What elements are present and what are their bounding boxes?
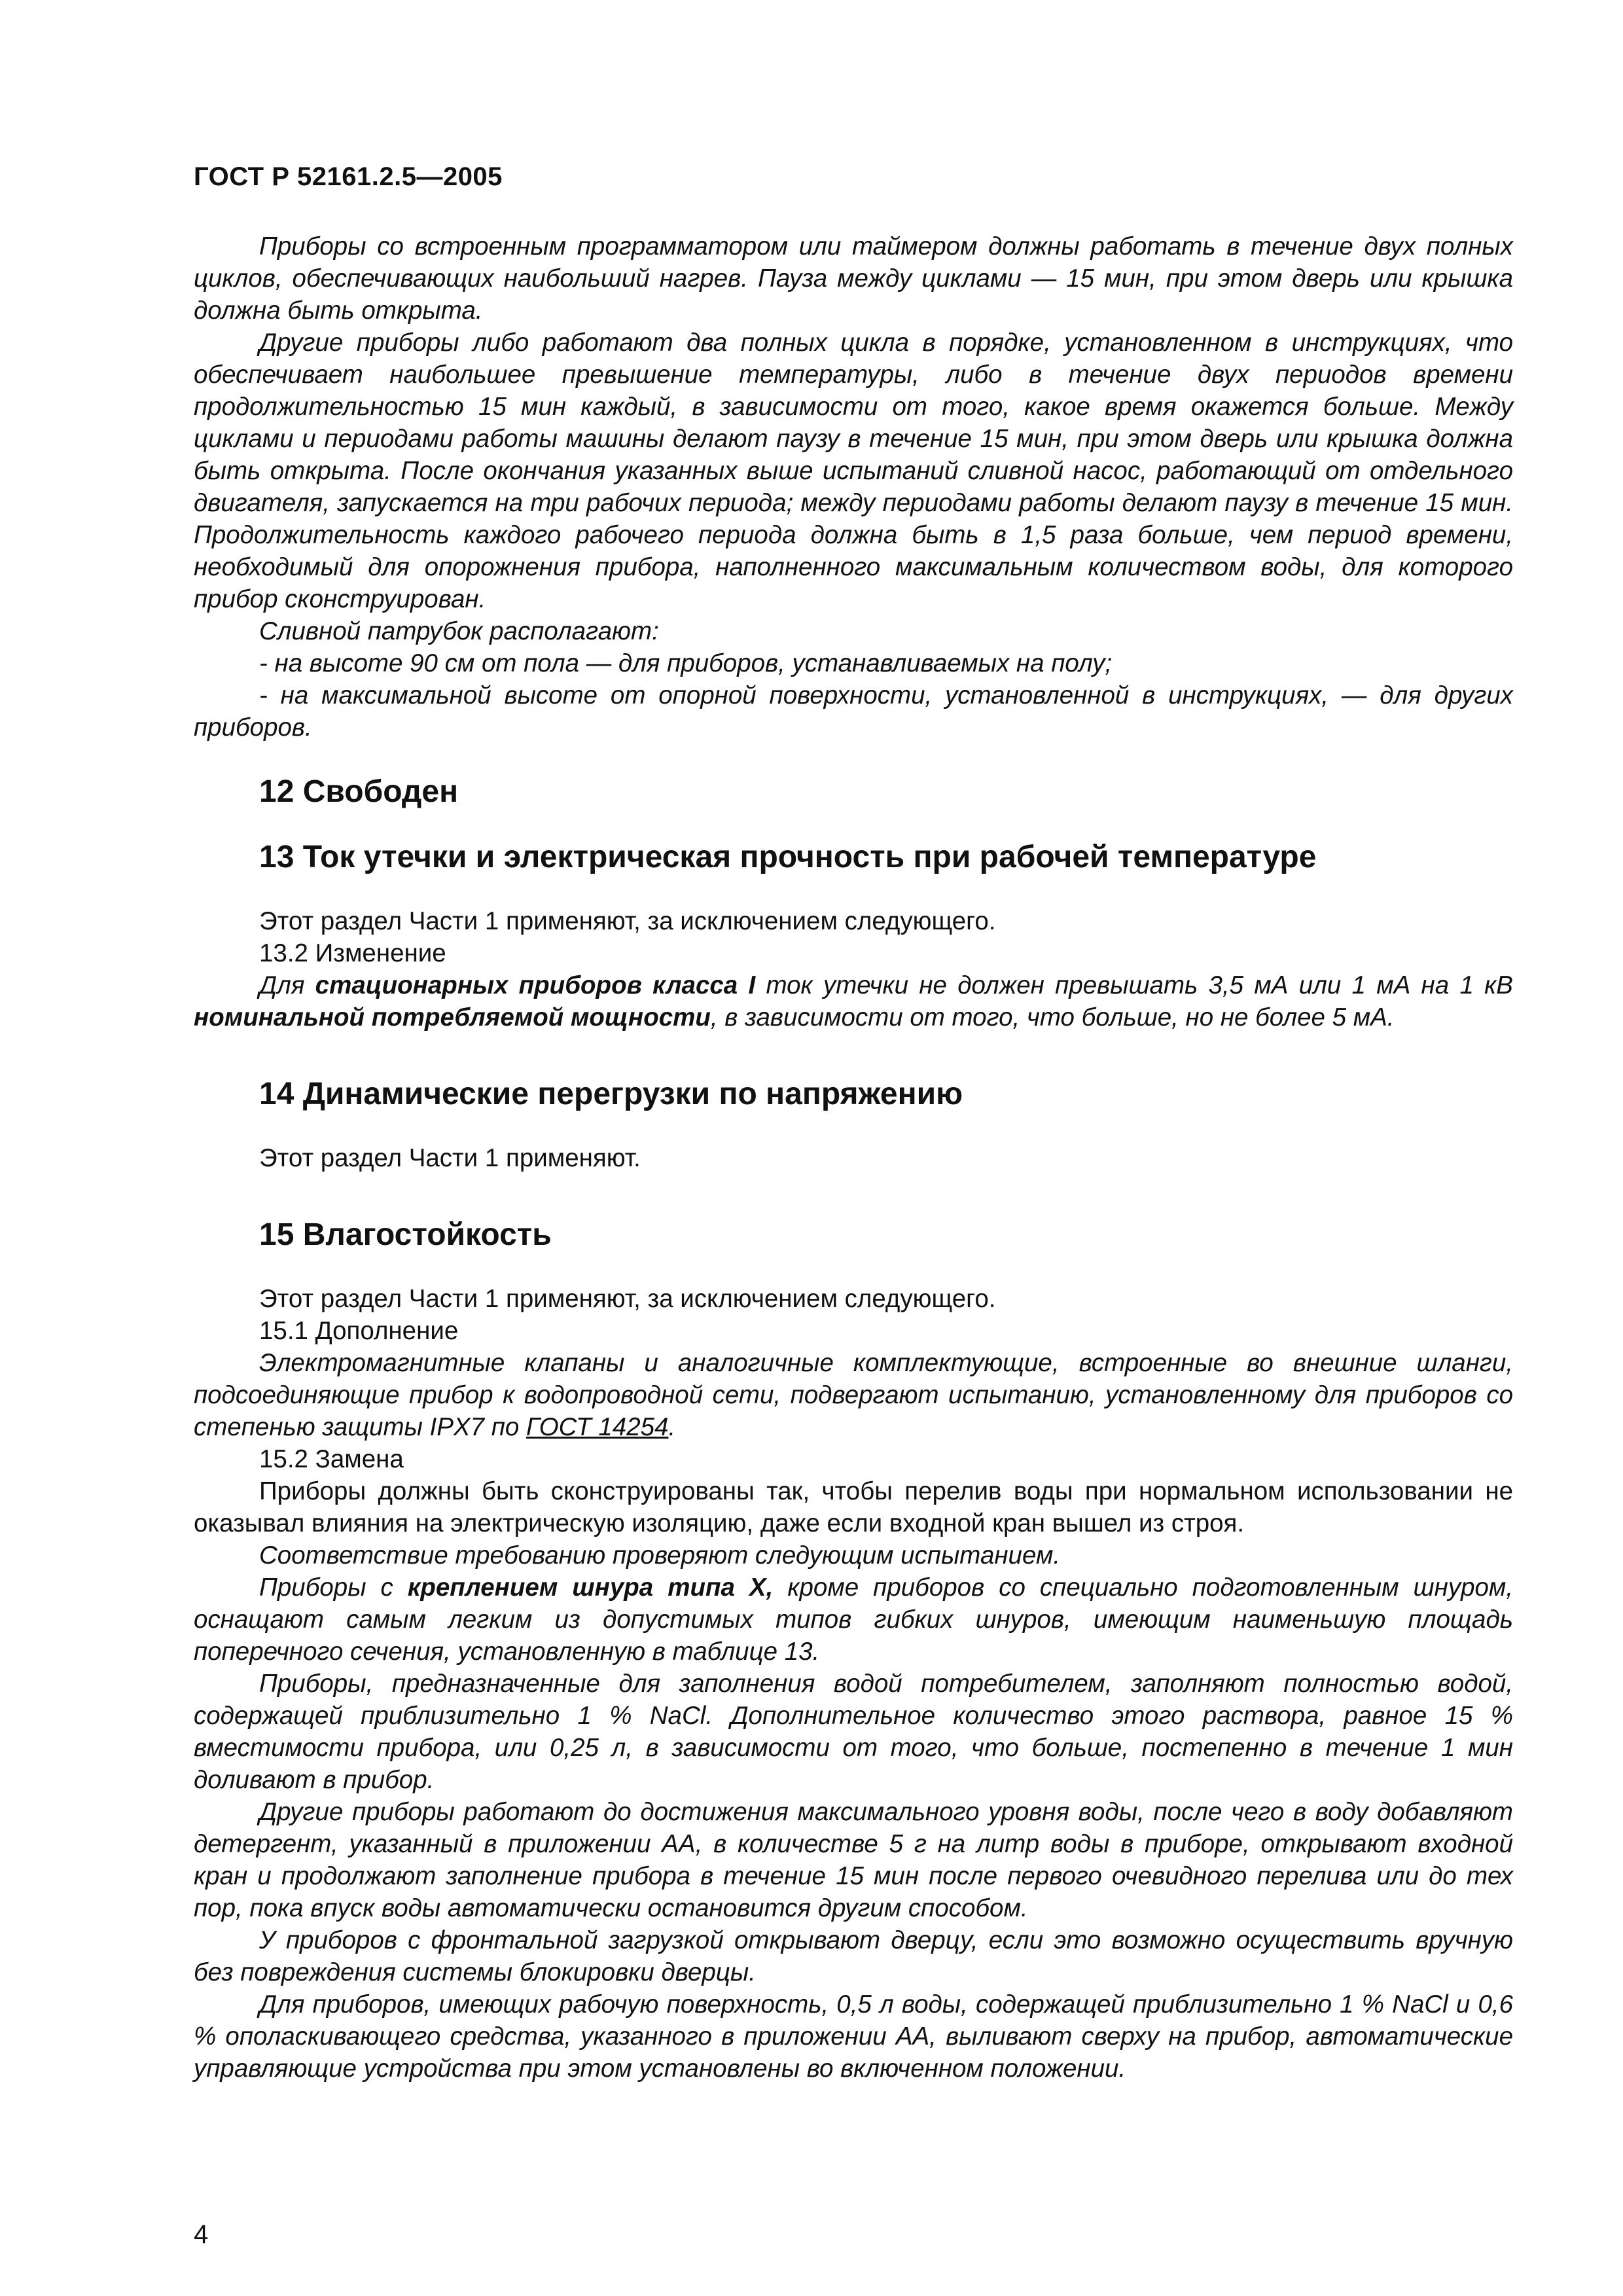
- text-run: Электромагнитные клапаны и аналогичные комплектующие, встроенные во внешние шланги, подсоединяющие прибор к водопроводной сети, подвергают испытанию, установленному для приборов со степенью защиты IPX7 по: [194, 1349, 1513, 1441]
- section-14-heading: 14 Динамические перегрузки по напряжению: [259, 1077, 963, 1111]
- section-14-intro: Этот раздел Части 1 применяют.: [259, 1144, 641, 1172]
- section-15-heading: 15 Влагостойкость: [259, 1217, 552, 1252]
- subsection-13-2: 13.2 Изменение: [259, 939, 446, 967]
- text-run: , в зависимости от того, что больше, но не более 5 мА.: [710, 1003, 1395, 1031]
- paragraph-other-devices: Другие приборы либо работают два полных цикла в порядке, установленном в инструкциях, что обеспечивает наибольшее превышение температуры, либо в течение двух периодов времени продолжительностью 15 мин каждый, в зависимости от того, какое время окажется больше. Между циклами и периодами работы машины делают паузу в течение 15 мин, при этом дверь или крышка должна быть открыта. После окончания указанных выше испытаний сливной насос, работающий от отдельного двигателя, запускается на три рабочих периода; между периодами работы делают паузу в течение 15 мин. Продолжительность каждого рабочего периода должна быть в 1,5 раза больше, чем период времени, необходимый для опорожнения прибора, наполненного максимальным количеством воды, для которого прибор сконструирован.: [194, 329, 1513, 613]
- section-13-intro: Этот раздел Части 1 применяют, за исключением следующего.: [259, 907, 996, 935]
- list-item-floor: - на высоте 90 см от пола — для приборов, устанавливаемых на полу;: [259, 649, 1113, 677]
- term-stationary-class-1: стационарных приборов класса I: [315, 971, 756, 999]
- paragraph-detergent: Другие приборы работают до достижения максимального уровня воды, после чего в воду добавляют детергент, указанный в приложении АА, в количестве 5 г на литр воды в приборе, открывают входной кран и продолжают заполнение прибора в течение 15 мин после первого очевидного перелива или до тех пор, пока впуск воды автоматически остановится другим способом.: [194, 1798, 1513, 1922]
- term-cord-type-x: креплением шнура типа X,: [407, 1573, 774, 1602]
- text-run: Для: [259, 971, 315, 999]
- text-run: .: [668, 1413, 676, 1441]
- document-body: [194, 230, 1513, 2085]
- paragraph-work-surface: Для приборов, имеющих рабочую поверхность, 0,5 л воды, содержащей приблизительно 1 % NaCl и 0,6 % ополаскивающего средства, указанного в приложении АА, выливают сверху на прибор, автоматические управляющие устройства при этом установлены во включенном положении.: [194, 1990, 1513, 2083]
- section-13-heading: 13 Ток утечки и электрическая прочность при рабочей температуре: [259, 840, 1317, 874]
- paragraph-leakage-current: [194, 969, 1513, 1033]
- text-run: Приборы с: [259, 1573, 408, 1602]
- paragraph-front-loading: У приборов с фронтальной загрузкой открывают дверцу, если это возможно осуществить вручную без повреждения системы блокировки дверцы.: [194, 1926, 1513, 1986]
- subsection-15-2: 15.2 Замена: [259, 1445, 404, 1473]
- text-run: кроме приборов со специально подготовленным шнуром, оснащают самым легким из допустимых типов гибких шнуров, имеющим наименьшую площадь поперечного сечения, установленную в таблице 13.: [194, 1573, 1513, 1666]
- paragraph-solenoid-valves: [194, 1347, 1513, 1443]
- paragraph-overflow: Приборы должны быть сконструированы так, чтобы перелив воды при нормальном использовании не оказывал влияния на электрическую изоляцию, даже если входной кран вышел из строя.: [194, 1477, 1513, 1537]
- gost-14254-link[interactable]: ГОСТ 14254: [526, 1413, 669, 1441]
- subsection-15-1: 15.1 Дополнение: [259, 1317, 459, 1345]
- paragraph-programmer: Приборы со встроенным программатором или таймером должны работать в течение двух полных циклов, обеспечивающих наибольший нагрев. Пауза между циклами — 15 мин, при этом дверь или крышка должна быть открыта.: [194, 232, 1513, 325]
- paragraph-cord-type-x: [194, 1571, 1513, 1668]
- document-header: ГОСТ Р 52161.2.5—2005: [194, 162, 503, 191]
- section-15-intro: Этот раздел Части 1 применяют, за исключением следующего.: [259, 1285, 996, 1313]
- page-number: 4: [194, 2220, 209, 2249]
- paragraph-compliance: Соответствие требованию проверяют следующим испытанием.: [259, 1541, 1061, 1570]
- paragraph-drain-pipe: Сливной патрубок располагают:: [259, 617, 659, 645]
- term-rated-power: номинальной потребляемой мощности: [194, 1003, 711, 1031]
- paragraph-fill-nacl: Приборы, предназначенные для заполнения водой потребителем, заполняют полностью водой, содержащей приблизительно 1 % NaCl. Дополнительное количество этого раствора, равное 15 % вместимости прибора, или 0,25 л, в зависимости от того, что больше, постепенно в течение 1 мин доливают в прибор.: [194, 1670, 1513, 1794]
- section-12-heading: 12 Свободен: [259, 774, 459, 809]
- text-run: ток утечки не должен превышать 3,5 мА или 1 мА на 1 кВ: [755, 971, 1513, 999]
- list-item-max-height: - на максимальной высоте от опорной поверхности, установленной в инструкциях, — для других приборов.: [194, 681, 1513, 742]
